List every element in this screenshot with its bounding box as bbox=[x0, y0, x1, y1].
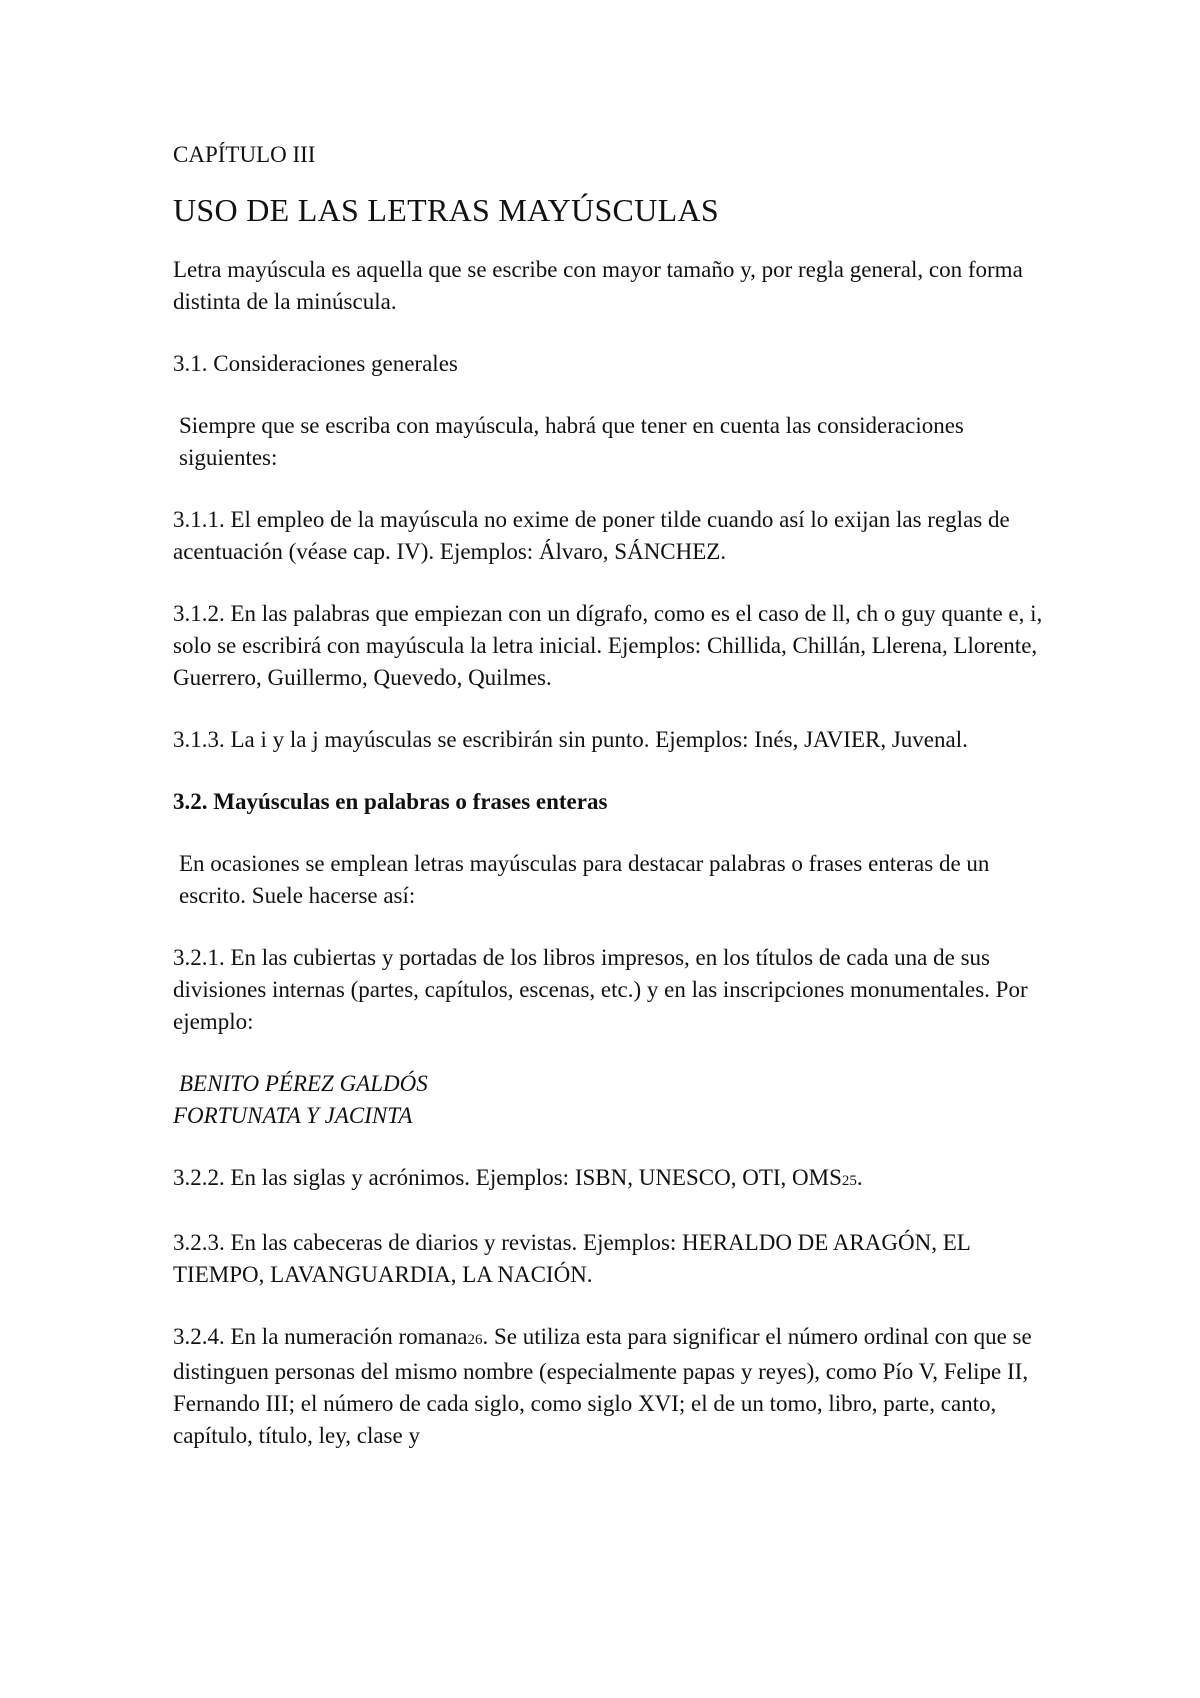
section-3-2-3: 3.2.3. En las cabeceras de diarios y revistas. Ejemplos: HERALDO DE ARAGÓN, EL TIEMPO, LAVANGUARDIA, LA NACIÓN. bbox=[173, 1230, 970, 1287]
section-3-2-4 bbox=[173, 1321, 1053, 1452]
section-3-2-2-end: . bbox=[856, 1165, 863, 1190]
example-block bbox=[173, 1068, 1053, 1132]
section-3-2-4-rest: . Se utiliza esta para significar el número ordinal con que se distinguen personas del mismo nombre (especialmente papas y reyes), como Pío V, Felipe II, Fernando III; el número de cada siglo, como siglo XVI; el de un tomo, libro, parte, canto, capítulo, título, ley, clase y bbox=[173, 1324, 1032, 1448]
footnote-ref-26: 26 bbox=[467, 1332, 483, 1348]
document-page bbox=[173, 140, 1053, 1482]
section-3-2-4-start: 3.2.4. En la numeración romana bbox=[173, 1324, 468, 1349]
section-3-2-1: 3.2.1. En las cubiertas y portadas de los libros impresos, en los títulos de cada una de sus divisiones internas (partes, capítulos, escenas, etc.) y en las inscripciones monumentales. Por ejemplo: bbox=[173, 945, 1028, 1034]
section-3-1-3: 3.1.3. La i y la j mayúsculas se escribirán sin punto. Ejemplos: Inés, JAVIER, Juvenal. bbox=[173, 727, 968, 752]
example-book-title: FORTUNATA Y JACINTA bbox=[173, 1103, 413, 1128]
section-3-2-heading: 3.2. Mayúsculas en palabras o frases enteras bbox=[173, 789, 608, 814]
footnote-ref-25: 25 bbox=[841, 1173, 857, 1189]
example-author: BENITO PÉREZ GALDÓS bbox=[179, 1071, 428, 1096]
section-3-2-2-text: 3.2.2. En las siglas y acrónimos. Ejemplos: ISBN, UNESCO, OTI, OMS bbox=[173, 1165, 842, 1190]
section-3-2-body: En ocasiones se emplean letras mayúsculas para destacar palabras o frases enteras de un escrito. Suele hacerse así: bbox=[179, 851, 990, 908]
section-3-1-1: 3.1.1. El empleo de la mayúscula no exime de poner tilde cuando así lo exijan las reglas de acentuación (véase cap. IV). Ejemplos: Álvaro, SÁNCHEZ. bbox=[173, 507, 1010, 564]
section-3-2-2 bbox=[173, 1162, 1053, 1197]
section-3-1-heading: 3.1. Consideraciones generales bbox=[173, 351, 458, 376]
chapter-label: CAPÍTULO III bbox=[173, 142, 316, 167]
section-3-1-2: 3.1.2. En las palabras que empiezan con un dígrafo, como es el caso de ll, ch o guy quante e, i, solo se escribirá con mayúscula la letra inicial. Ejemplos: Chillida, Chillán, Llerena, Llorente, Guerrero, Guillermo, Quevedo, Quilmes. bbox=[173, 601, 1043, 690]
section-3-1-body: Siempre que se escriba con mayúscula, habrá que tener en cuenta las consideraciones siguientes: bbox=[179, 413, 964, 470]
chapter-title: USO DE LAS LETRAS MAYÚSCULAS bbox=[173, 192, 719, 228]
intro-paragraph: Letra mayúscula es aquella que se escribe con mayor tamaño y, por regla general, con forma distinta de la minúscula. bbox=[173, 257, 1023, 314]
